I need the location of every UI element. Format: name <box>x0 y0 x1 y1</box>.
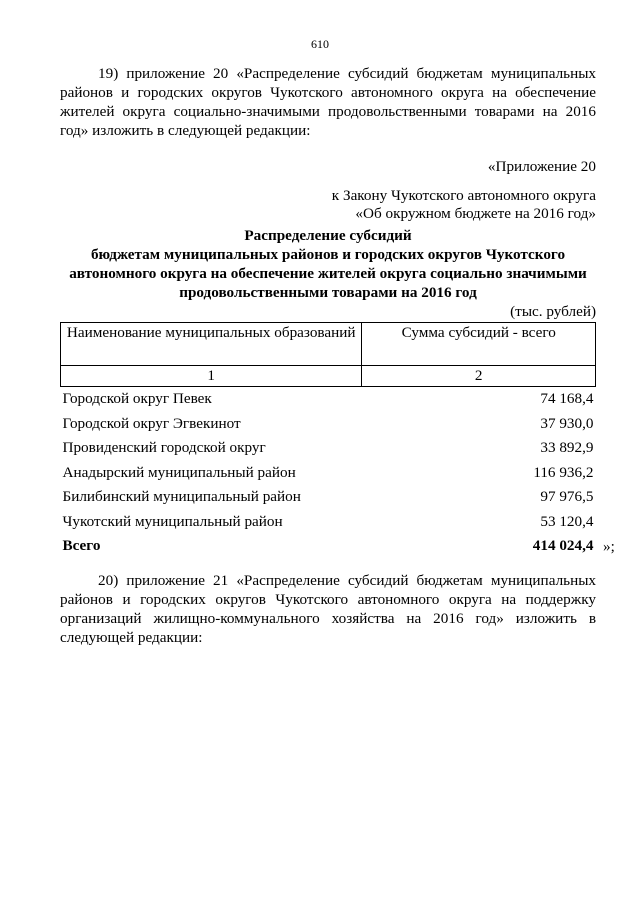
municipality-name: Городской округ Эгвекинот <box>62 414 241 432</box>
table-row <box>61 510 596 535</box>
table-row <box>61 485 596 510</box>
document-title <box>60 226 596 302</box>
item-20-line: районов и городских округов Чукотского автономного округа на поддержку <box>60 591 596 608</box>
item-20-line: следующей редакции: <box>60 629 203 646</box>
title-line: бюджетам муниципальных районов и городских округов Чукотского <box>90 246 566 263</box>
title-line: продовольственными товарами на 2016 год <box>179 284 477 301</box>
item-20-line: 20) приложение 21 «Распределение субсидий бюджетам муниципальных <box>98 572 596 589</box>
subsidy-amount: 116 936,2 <box>533 463 594 481</box>
municipality-name: Городской округ Певек <box>62 390 212 408</box>
column-number: 1 <box>61 366 362 387</box>
item-19-line: год» изложить в следующей редакции: <box>60 122 311 139</box>
subsidy-amount: 37 930,0 <box>540 414 594 432</box>
title-line: Распределение субсидий <box>244 227 412 244</box>
item-19-line: районов и городских округов Чукотского автономного округа на обеспечение <box>60 84 596 101</box>
municipality-name: Билибинский муниципальный район <box>62 488 301 506</box>
table-row <box>61 387 596 412</box>
title-line: автономного округа на обеспечение жителей округа социально значимыми <box>69 265 587 282</box>
table-row <box>61 461 596 486</box>
header-amount: Сумма субсидий - всего <box>362 323 596 366</box>
item-19-paragraph <box>60 64 596 140</box>
total-amount: 414 024,4 <box>532 537 594 555</box>
page-number: 610 <box>311 37 329 51</box>
appendix-law-line-2: «Об окружном бюджете на 2016 год» <box>355 205 596 222</box>
table-row <box>61 412 596 437</box>
municipality-name: Провиденский городской округ <box>62 439 266 457</box>
column-number: 2 <box>362 366 596 387</box>
item-19-line: жителей округа социально-значимыми продовольственными товарами на 2016 <box>60 103 596 120</box>
item-20-paragraph <box>60 571 596 647</box>
subsidy-table <box>60 322 596 559</box>
item-19-line: 19) приложение 20 «Распределение субсидий бюджетам муниципальных <box>98 65 596 82</box>
subsidy-amount: 74 168,4 <box>540 390 594 408</box>
units-label: (тыс. рублей) <box>510 303 596 320</box>
municipality-name: Анадырский муниципальный район <box>62 463 296 481</box>
total-label: Всего <box>62 537 101 555</box>
table-header-row <box>61 323 596 366</box>
table-row <box>61 436 596 461</box>
subsidy-amount: 33 892,9 <box>540 439 594 457</box>
appendix-law-line-1: к Закону Чукотского автономного округа <box>331 187 596 204</box>
subsidy-amount: 97 976,5 <box>540 488 594 506</box>
municipality-name: Чукотский муниципальный район <box>62 512 283 530</box>
header-name: Наименование муниципальных образований <box>61 323 362 366</box>
closing-quote-mark: »; <box>603 538 615 555</box>
item-20-line: организаций жилищно-коммунального хозяйства на 2016 год» изложить в <box>60 610 596 627</box>
appendix-label: «Приложение 20 <box>487 158 596 175</box>
column-number-row <box>61 366 596 387</box>
subsidy-amount: 53 120,4 <box>540 512 594 530</box>
table-total-row <box>61 534 596 559</box>
